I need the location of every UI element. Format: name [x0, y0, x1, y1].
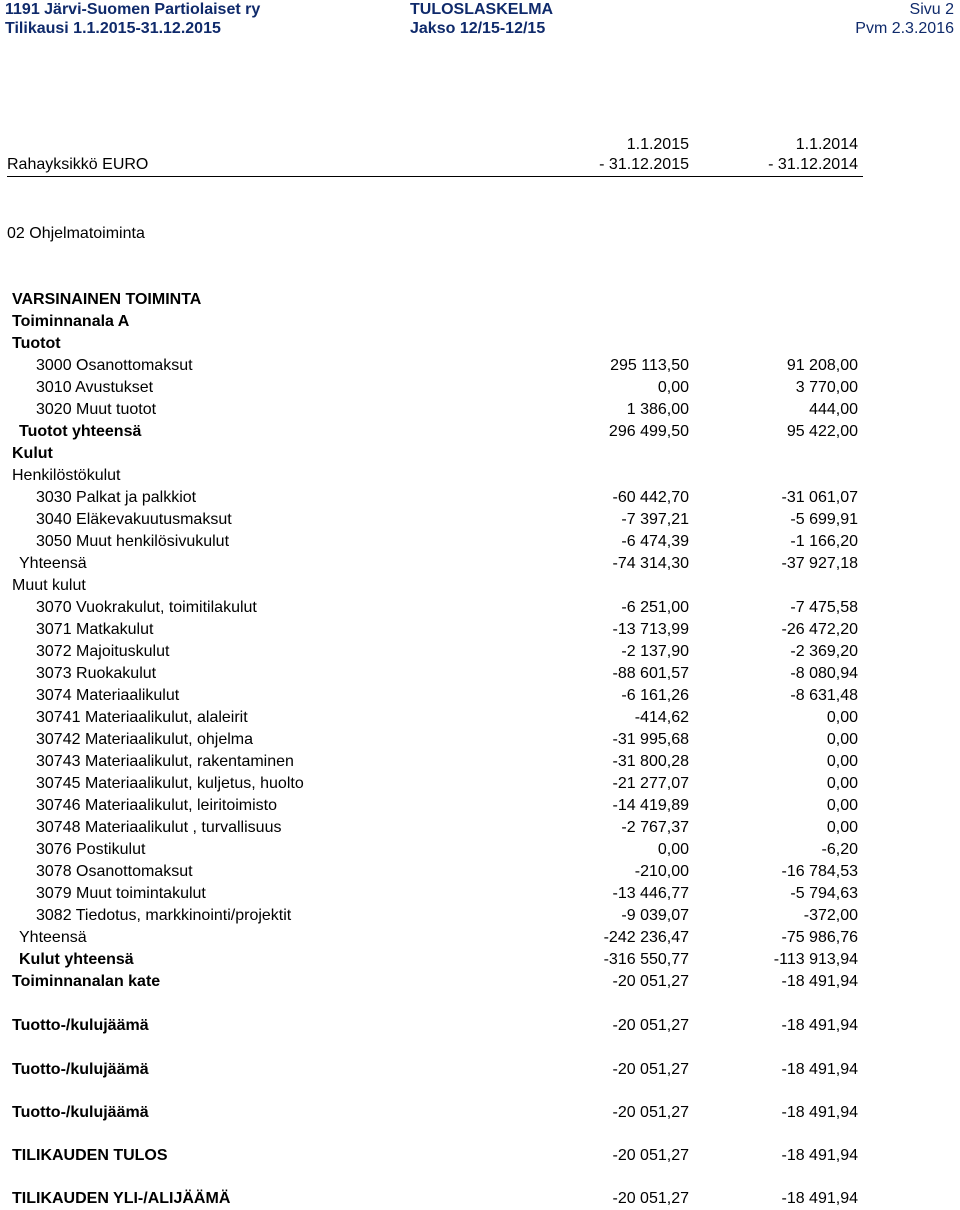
row-label: 3078 Osanottomaksut	[36, 863, 193, 880]
table-row	[0, 531, 960, 553]
total-row	[0, 971, 960, 993]
row-label: 3070 Vuokrakulut, toimitilakulut	[36, 599, 257, 616]
value-2015: -88 601,57	[612, 665, 689, 682]
value-2015: -20 051,27	[612, 1017, 689, 1034]
row-label: Toiminnanala A	[12, 313, 130, 330]
table-row	[0, 663, 960, 685]
row-label: Toiminnanalan kate	[12, 973, 161, 990]
fiscal-period: Tilikausi 1.1.2015-31.12.2015	[5, 20, 221, 37]
value-2015: -6 161,26	[621, 687, 689, 704]
value-2014: 0,00	[826, 731, 858, 748]
row-label: 30745 Materiaalikulut, kuljetus, huolto	[36, 775, 304, 792]
value-2015: -210,00	[634, 863, 689, 880]
report-period: Jakso 12/15-12/15	[410, 20, 546, 37]
value-2014: -2 369,20	[790, 643, 858, 660]
table-row	[0, 839, 960, 861]
table-row	[0, 641, 960, 663]
value-2014: -16 784,53	[781, 863, 858, 880]
row-label: 3082 Tiedotus, markkinointi/projektit	[36, 907, 292, 924]
value-2015: -31 995,68	[612, 731, 689, 748]
table-row	[0, 751, 960, 773]
value-2015: -31 800,28	[612, 753, 689, 770]
table-row	[0, 729, 960, 751]
row-label: 30742 Materiaalikulut, ohjelma	[36, 731, 254, 748]
row-tuotot	[0, 333, 960, 355]
value-2015: 295 113,50	[610, 357, 689, 374]
value-2015: -74 314,30	[612, 555, 689, 572]
value-2015: 0,00	[657, 841, 689, 858]
row-label: Yhteensä	[19, 929, 87, 946]
value-2014: -7 475,58	[790, 599, 858, 616]
value-2014: -6,20	[821, 841, 858, 858]
row-henkilostokulut	[0, 465, 960, 487]
value-2015: -316 550,77	[603, 951, 689, 968]
header-divider	[7, 176, 863, 177]
row-label: Tuotot yhteensä	[19, 423, 142, 440]
value-2014: -1 166,20	[790, 533, 858, 550]
value-2015: -20 051,27	[612, 1061, 689, 1078]
row-varsinainen-toiminta	[0, 289, 960, 311]
row-label: Tuotto-/kulujäämä	[12, 1017, 149, 1034]
table-row	[0, 861, 960, 883]
total-row	[0, 1188, 960, 1210]
value-2015: -20 051,27	[612, 1190, 689, 1207]
value-2015: -14 419,89	[612, 797, 689, 814]
page-number: Sivu 2	[909, 1, 954, 18]
value-2015: 1 386,00	[626, 401, 689, 418]
row-label: 3040 Eläkevakuutusmaksut	[36, 511, 232, 528]
row-label: 3000 Osanottomaksut	[36, 357, 193, 374]
value-2014: -8 631,48	[790, 687, 858, 704]
value-2014: 0,00	[826, 819, 858, 836]
row-label: Kulut yhteensä	[19, 951, 134, 968]
row-label: Kulut	[12, 445, 53, 462]
total-row	[0, 1059, 960, 1081]
value-2015: 0,00	[657, 379, 689, 396]
section-title: 02 Ohjelmatoiminta	[7, 225, 145, 242]
row-label: VARSINAINEN TOIMINTA	[12, 291, 202, 308]
subtotal-row	[0, 927, 960, 949]
col2-end-date: - 31.12.2014	[768, 156, 858, 173]
value-2014: 95 422,00	[786, 423, 858, 440]
table-row	[0, 707, 960, 729]
row-label: 3073 Ruokakulut	[36, 665, 157, 682]
row-label: 3020 Muut tuotot	[36, 401, 157, 418]
col1-end-date: - 31.12.2015	[599, 156, 689, 173]
value-2014: -37 927,18	[781, 555, 858, 572]
value-2014: 91 208,00	[786, 357, 858, 374]
row-label: 3079 Muut toimintakulut	[36, 885, 206, 902]
value-2015: -242 236,47	[603, 929, 689, 946]
row-label: 3072 Majoituskulut	[36, 643, 170, 660]
table-row	[0, 399, 960, 421]
table-row	[0, 905, 960, 927]
value-2014: -18 491,94	[781, 973, 858, 990]
row-label: 3071 Matkakulut	[36, 621, 154, 638]
print-date: Pvm 2.3.2016	[855, 20, 954, 37]
value-2014: 0,00	[826, 709, 858, 726]
row-label: 30741 Materiaalikulut, alaleirit	[36, 709, 248, 726]
table-row	[0, 883, 960, 905]
value-2014: -75 986,76	[781, 929, 858, 946]
value-2015: -6 251,00	[621, 599, 689, 616]
value-2014: -18 491,94	[781, 1147, 858, 1164]
value-2015: -7 397,21	[621, 511, 689, 528]
table-row	[0, 509, 960, 531]
value-2014: 3 770,00	[795, 379, 858, 396]
value-2015: -2 767,37	[621, 819, 689, 836]
row-label: 30748 Materiaalikulut , turvallisuus	[36, 819, 282, 836]
value-2015: -21 277,07	[612, 775, 689, 792]
value-2014: -26 472,20	[781, 621, 858, 638]
row-label: 30743 Materiaalikulut, rakentaminen	[36, 753, 294, 770]
currency-unit-label: Rahayksikkö EURO	[7, 156, 149, 173]
value-2015: -13 446,77	[612, 885, 689, 902]
row-muut-kulut	[0, 575, 960, 597]
value-2014: -18 491,94	[781, 1017, 858, 1034]
row-label: TILIKAUDEN TULOS	[12, 1147, 168, 1164]
row-label: 3030 Palkat ja palkkiot	[36, 489, 197, 506]
value-2014: 444,00	[809, 401, 858, 418]
row-toiminnanala-a	[0, 311, 960, 333]
table-row	[0, 619, 960, 641]
value-2015: -13 713,99	[612, 621, 689, 638]
value-2014: -372,00	[803, 907, 858, 924]
value-2014: 0,00	[826, 797, 858, 814]
row-label: Yhteensä	[19, 555, 87, 572]
total-row	[0, 1102, 960, 1124]
table-row	[0, 817, 960, 839]
value-2014: -113 913,94	[773, 951, 858, 968]
value-2014: -18 491,94	[781, 1061, 858, 1078]
subtotal-row	[0, 553, 960, 575]
row-label: 3076 Postikulut	[36, 841, 146, 858]
table-row	[0, 773, 960, 795]
value-2014: 0,00	[826, 753, 858, 770]
row-label: Tuotot	[12, 335, 61, 352]
row-label: Tuotto-/kulujäämä	[12, 1061, 149, 1078]
value-2015: -20 051,27	[612, 1147, 689, 1164]
table-row	[0, 377, 960, 399]
value-2015: -6 474,39	[621, 533, 689, 550]
value-2014: -31 061,07	[781, 489, 858, 506]
value-2014: -18 491,94	[781, 1190, 858, 1207]
value-2015: -20 051,27	[612, 1104, 689, 1121]
subtotal-row	[0, 421, 960, 443]
row-label: TILIKAUDEN YLI-/ALIJÄÄMÄ	[12, 1190, 231, 1207]
value-2015: -2 137,90	[621, 643, 689, 660]
col2-start-date: 1.1.2014	[795, 136, 858, 153]
row-label: 30746 Materiaalikulut, leiritoimisto	[36, 797, 277, 814]
value-2014: -5 699,91	[790, 511, 858, 528]
value-2014: 0,00	[826, 775, 858, 792]
table-row	[0, 685, 960, 707]
row-label: Tuotto-/kulujäämä	[12, 1104, 149, 1121]
value-2014: -5 794,63	[790, 885, 858, 902]
table-row	[0, 487, 960, 509]
value-2015: -60 442,70	[612, 489, 689, 506]
total-row	[0, 1145, 960, 1167]
row-label: Muut kulut	[12, 577, 86, 594]
value-2015: -9 039,07	[621, 907, 689, 924]
table-row	[0, 597, 960, 619]
col1-start-date: 1.1.2015	[626, 136, 689, 153]
org-name: 1191 Järvi-Suomen Partiolaiset ry	[5, 1, 261, 18]
total-row	[0, 1015, 960, 1037]
value-2014: -8 080,94	[790, 665, 858, 682]
value-2014: -18 491,94	[781, 1104, 858, 1121]
report-title: TULOSLASKELMA	[410, 1, 554, 18]
row-label: 3050 Muut henkilösivukulut	[36, 533, 230, 550]
subtotal-row	[0, 949, 960, 971]
table-row	[0, 795, 960, 817]
value-2015: -20 051,27	[612, 973, 689, 990]
value-2015: 296 499,50	[608, 423, 689, 440]
row-label: 3010 Avustukset	[36, 379, 154, 396]
value-2015: -414,62	[634, 709, 689, 726]
row-label: 3074 Materiaalikulut	[36, 687, 180, 704]
table-row	[0, 355, 960, 377]
row-kulut	[0, 443, 960, 465]
row-label: Henkilöstökulut	[12, 467, 121, 484]
